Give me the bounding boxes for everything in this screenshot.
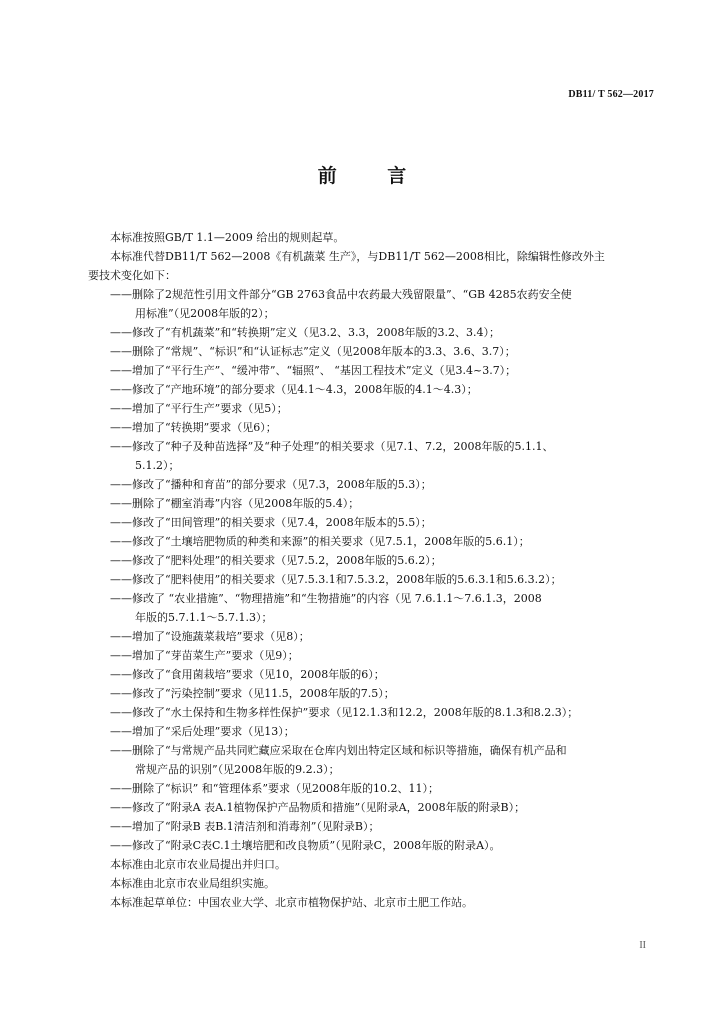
change-item-text: ——修改了“肥料处理”的相关要求（见7.5.2，2008年版的5.6.2）； xyxy=(110,554,442,567)
change-item xyxy=(88,437,658,475)
page-title: 前 言 xyxy=(317,165,429,187)
change-item xyxy=(88,703,658,722)
change-item xyxy=(88,342,658,361)
change-item-text: ——删除了“标识” 和“管理体系”要求（见2008年版的10.2、11）； xyxy=(110,782,439,795)
change-item-text: ——增加了“附录B 表B.1清洁剂和消毒剂”（见附录B）； xyxy=(110,820,380,833)
change-item-text: ——修改了“肥料使用”的相关要求（见7.5.3.1和7.5.3.2，2008年版的5.6.3.1和5.6.3.2）； xyxy=(110,573,562,586)
change-item xyxy=(88,361,658,380)
paragraph-drafting-units: 本标准起草单位：中国农业大学、北京市植物保护站、北京市土肥工作站。 xyxy=(110,896,473,909)
change-item-text: ——删除了“与常规产品共同贮藏应采取在仓库内划出特定区域和标识等措施，确保有机产品和 xyxy=(110,744,567,757)
paragraph-proposer: 本标准由北京市农业局提出并归口。 xyxy=(110,858,286,871)
change-item-continuation: 常规产品的识别”（见2008年版的9.2.3）； xyxy=(135,763,340,776)
change-item xyxy=(88,418,658,437)
change-item xyxy=(88,285,658,323)
change-item xyxy=(88,627,658,646)
change-item-text: ——增加了“平行生产”、“缓冲带”、“辐照”、 “基因工程技术”定义（见3.4~3.7）； xyxy=(110,364,517,377)
change-item xyxy=(88,475,658,494)
change-item xyxy=(88,323,658,342)
change-item-text: ——增加了“芽苗菜生产”要求（见9）； xyxy=(110,649,299,662)
change-item-text: ——修改了“播种和育苗”的部分要求（见7.3，2008年版的5.3）； xyxy=(110,478,432,491)
change-item xyxy=(88,684,658,703)
change-item-text: ——删除了2规范性引用文件部分“GB 2763食品中农药最大残留限量”、“GB 4285农药安全使 xyxy=(110,288,572,301)
change-item xyxy=(88,513,658,532)
change-item xyxy=(88,399,658,418)
change-item-text: ——修改了“产地环境”的部分要求（见4.1～4.3，2008年版的4.1～4.3）； xyxy=(110,383,478,396)
change-item-text: ——增加了“采后处理”要求（见13）； xyxy=(110,725,295,738)
change-item-text: ——修改了“田间管理”的相关要求（见7.4，2008年版本的5.5）； xyxy=(110,516,432,529)
change-item-text: ——删除了“棚室消毒”内容（见2008年版的5.4）； xyxy=(110,497,360,510)
page-number: II xyxy=(639,940,646,951)
change-item-text: ——修改了“水土保持和生物多样性保护”要求（见12.1.3和12.2，2008年版的8.1.3和8.2.3）； xyxy=(110,706,579,719)
change-item xyxy=(88,551,658,570)
paragraph-drafting-rules: 本标准按照GB/T 1.1—2009 给出的规则起草。 xyxy=(110,231,345,244)
change-item-text: ——修改了“污染控制”要求（见11.5，2008年版的7.5）； xyxy=(110,687,395,700)
change-item xyxy=(88,646,658,665)
change-item xyxy=(88,665,658,684)
change-list xyxy=(88,285,658,855)
change-item-text: ——修改了“种子及种苗选择”及“种子处理”的相关要求（见7.1、7.2，2008年版的5.1.1、 xyxy=(110,440,554,453)
change-item xyxy=(88,798,658,817)
change-item xyxy=(88,589,658,627)
paragraph-replacement-line-1: 本标准代替DB11/T 562—2008《有机蔬菜 生产》，与DB11/T 562—2008相比，除编辑性修改外主 xyxy=(110,250,605,263)
change-item xyxy=(88,817,658,836)
change-item-text: ——增加了“转换期”要求（见6）； xyxy=(110,421,277,434)
change-item-text: ——修改了“附录A 表A.1植物保护产品物质和措施”（见附录A，2008年版的附录B）； xyxy=(110,801,526,814)
change-item-text: ——删除了“常规”、“标识”和“认证标志”定义（见2008年版本的3.3、3.6、3.7）； xyxy=(110,345,516,358)
change-item-text: ——修改了“有机蔬菜”和“转换期”定义（见3.2、3.3，2008年版的3.2、3.4）； xyxy=(110,326,500,339)
change-item-text: ——修改了“土壤培肥物质的种类和来源”的相关要求（见7.5.1，2008年版的5.6.1）； xyxy=(110,535,530,548)
change-item xyxy=(88,532,658,551)
change-item-continuation: 5.1.2）； xyxy=(135,459,180,472)
change-item-text: ——修改了“食用菌栽培”要求（见10，2008年版的6）； xyxy=(110,668,385,681)
change-item xyxy=(88,722,658,741)
change-item xyxy=(88,741,658,779)
paragraph-implementer: 本标准由北京市农业局组织实施。 xyxy=(110,877,275,890)
document-code: DB11/ T 562—2017 xyxy=(568,89,654,100)
change-item-text: ——增加了“平行生产”要求（见5）； xyxy=(110,402,288,415)
change-item xyxy=(88,779,658,798)
change-item-text: ——增加了“设施蔬菜栽培”要求（见8）； xyxy=(110,630,310,643)
paragraph-replacement-line-2: 要技术变化如下： xyxy=(88,269,176,282)
change-item xyxy=(88,570,658,589)
change-item-continuation: 用标准”（见2008年版的2）； xyxy=(135,307,275,320)
change-item xyxy=(88,494,658,513)
change-item-continuation: 年版的5.7.1.1～5.7.1.3）； xyxy=(135,611,273,624)
change-item xyxy=(88,380,658,399)
change-item-text: ——修改了“附录C表C.1土壤培肥和改良物质”（见附录C，2008年版的附录A）。 xyxy=(110,839,501,852)
change-item-text: ——修改了 “农业措施”、“物理措施”和“生物措施”的内容（见 7.6.1.1～7.6.1.3，2008 xyxy=(110,592,542,605)
foreword-body xyxy=(88,228,658,912)
change-item xyxy=(88,836,658,855)
